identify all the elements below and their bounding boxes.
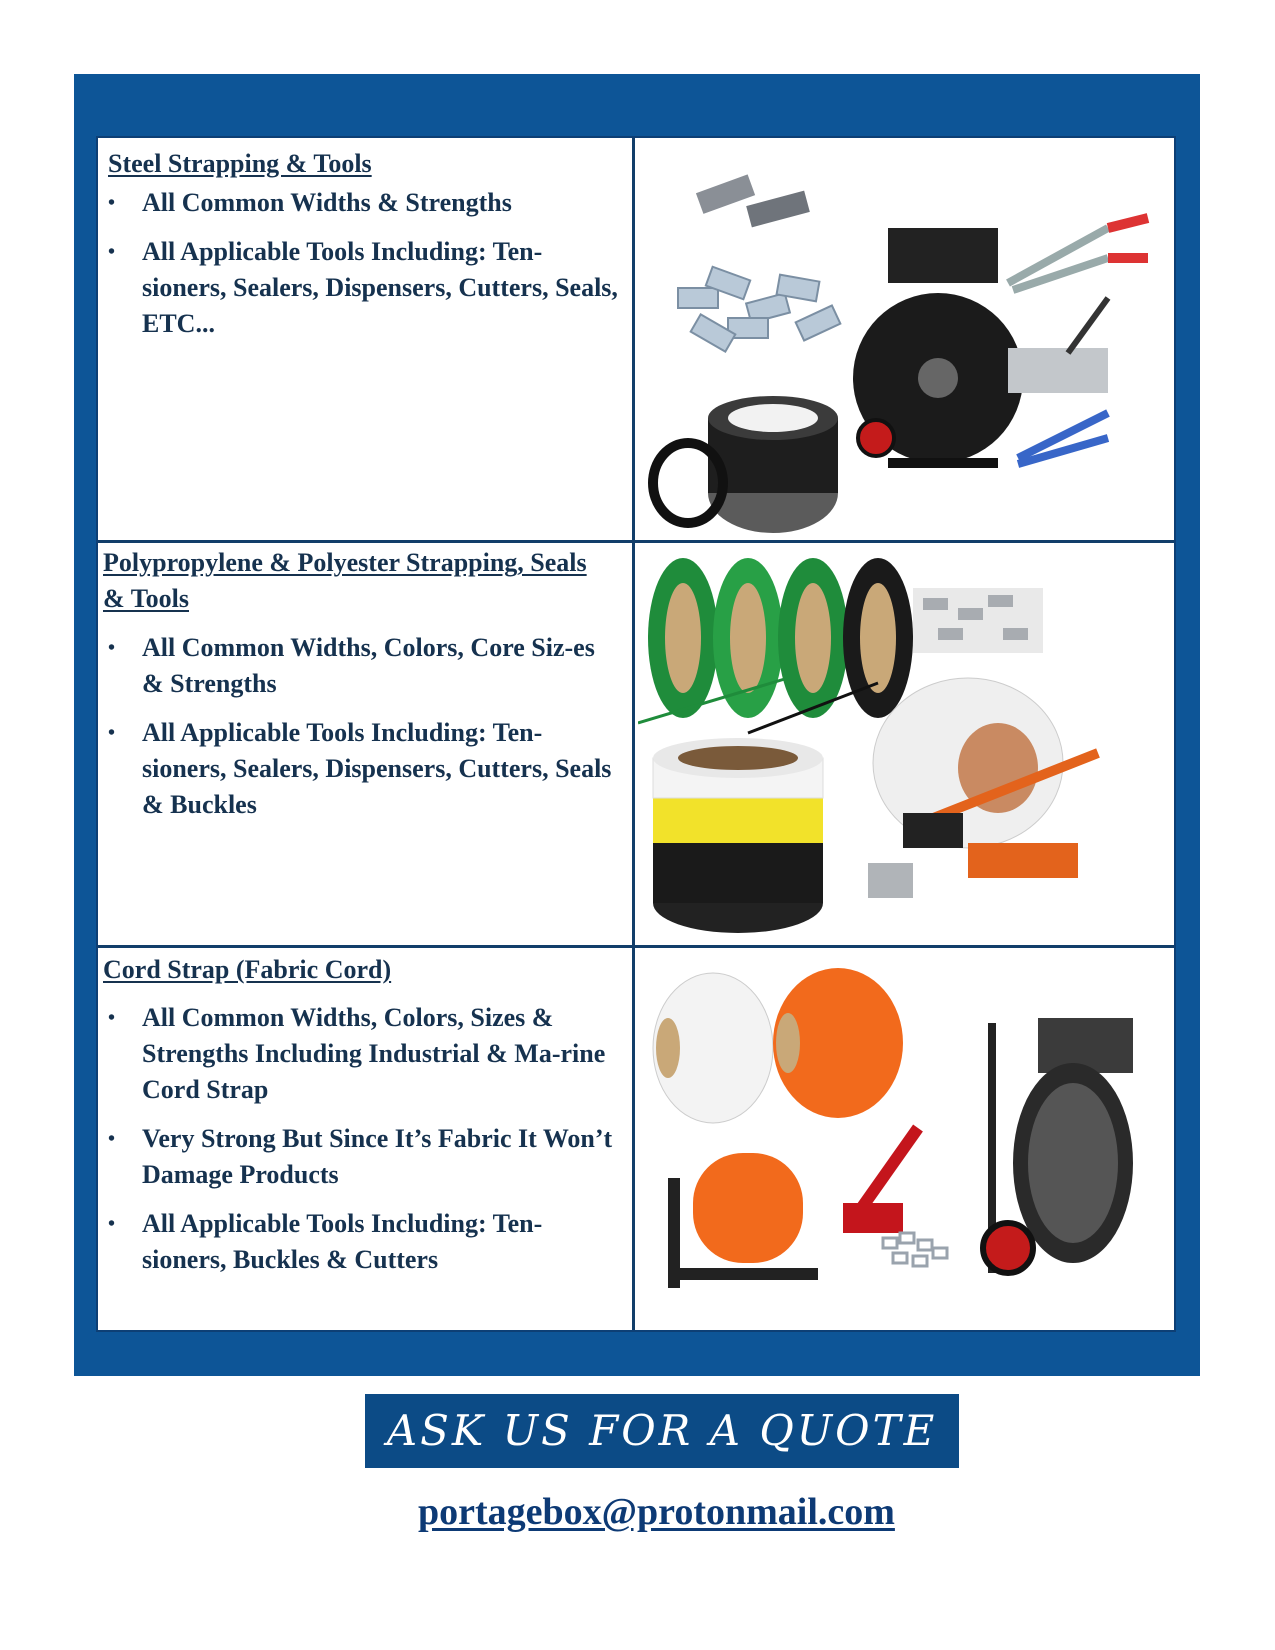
list-item: • Very Strong But Since It’s Fabric It Won’t Damage Products (98, 1121, 618, 1193)
dispenser-cart-icon (853, 228, 1023, 468)
white-strap-roll-icon (873, 678, 1063, 848)
poly-bullet-list (98, 630, 618, 836)
steel-text-cell (98, 138, 635, 540)
section-heading-cord: Cord Strap (Fabric Cord) (103, 955, 392, 984)
product-table (96, 136, 1176, 1332)
row-steel (98, 138, 1174, 543)
list-item: • All Common Widths, Colors, Core Siz-es & Strengths (98, 630, 618, 702)
poly-text-cell (98, 543, 635, 945)
white-cord-roll-icon (653, 973, 773, 1123)
cord-dispenser-cart-icon (983, 1018, 1133, 1273)
cord-text-cell (98, 948, 635, 1330)
quote-banner[interactable]: ASK US FOR A QUOTE (365, 1394, 959, 1468)
steel-coil-icon (653, 396, 838, 533)
section-heading-poly: Polypropylene & Polyester Strapping, Seals & Tools (103, 548, 587, 613)
stacked-strap-rolls-icon (653, 738, 823, 933)
steel-seals-icon (678, 174, 840, 351)
poly-product-image (638, 543, 1174, 945)
cord-dispenser-stand-icon (668, 1153, 818, 1288)
list-item: • All Applicable Tools Including: Ten-sioners, Sealers, Dispensers, Cutters, Seals, ETC... (98, 234, 618, 342)
cord-bullet-list (98, 1000, 618, 1291)
contact-email-link[interactable]: portagebox@protonmail.com (418, 1491, 895, 1533)
orange-cord-roll-icon (773, 968, 903, 1118)
row-cord (98, 948, 1174, 1330)
cord-tensioner-icon (843, 1128, 918, 1233)
steel-bullet-list (98, 185, 618, 355)
cord-product-image (638, 948, 1174, 1330)
poly-seals-icon (913, 588, 1043, 653)
blue-frame (74, 74, 1200, 1376)
list-item: • All Common Widths & Strengths (98, 185, 618, 221)
list-item: • All Applicable Tools Including: Ten-sioners, Sealers, Dispensers, Cutters, Seals & Buckles (98, 715, 618, 823)
cord-buckles-icon (883, 1233, 947, 1266)
steel-product-image (638, 138, 1174, 540)
steel-tools-icon (1008, 218, 1148, 464)
green-strap-rolls-icon (638, 558, 913, 733)
list-item: • All Common Widths, Colors, Sizes & Strengths Including Industrial & Ma-rine Cord Strap (98, 1000, 618, 1108)
list-item: • All Applicable Tools Including: Ten-sioners, Buckles & Cutters (98, 1206, 618, 1278)
row-poly (98, 543, 1174, 948)
section-heading-steel: Steel Strapping & Tools (108, 149, 372, 178)
